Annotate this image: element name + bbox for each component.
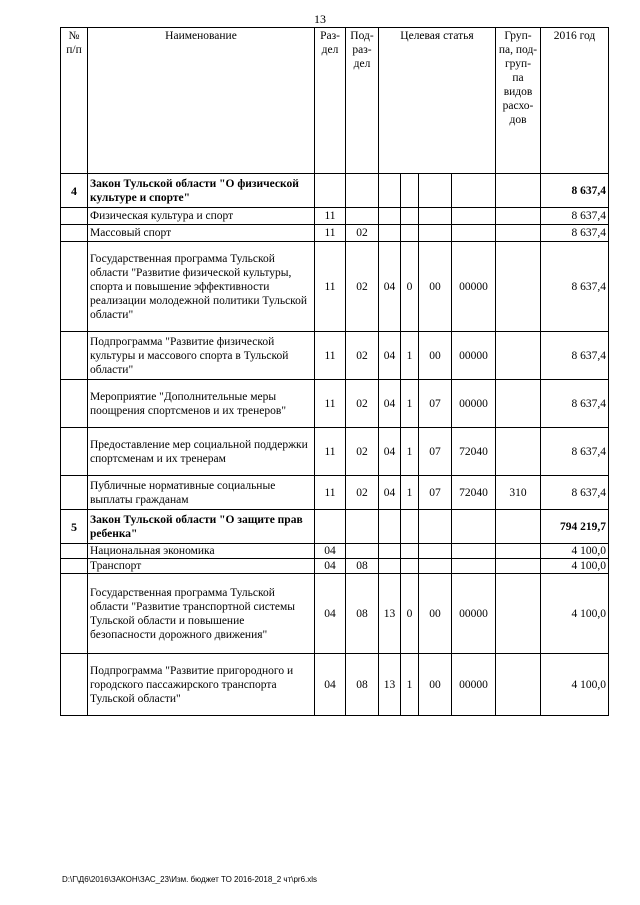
row-amount: 4 100,0 [541,544,609,559]
row-target-event [419,208,452,225]
table-body [61,174,609,716]
row-expense-group [496,428,541,476]
row-amount: 4 100,0 [541,559,609,574]
row-target-direction [452,225,496,242]
table-row [61,544,609,559]
row-target-program [379,208,401,225]
row-target-event [419,225,452,242]
row-target-subprogram: 1 [401,332,419,380]
row-target-subprogram [401,510,419,544]
row-subsection: 02 [346,380,379,428]
row-target-direction: 00000 [452,242,496,332]
row-target-direction [452,559,496,574]
row-target-event: 00 [419,654,452,716]
row-expense-group [496,208,541,225]
row-subsection: 02 [346,225,379,242]
row-target-direction: 00000 [452,574,496,654]
row-target-event [419,174,452,208]
row-target-program: 04 [379,332,401,380]
row-number [61,225,88,242]
row-target-direction [452,174,496,208]
row-target-subprogram: 1 [401,428,419,476]
row-target-direction: 00000 [452,332,496,380]
row-expense-group [496,544,541,559]
row-expense-group: 310 [496,476,541,510]
row-target-subprogram: 1 [401,654,419,716]
budget-table [60,27,609,716]
table-row [61,380,609,428]
header-target: Целевая статья [379,28,496,174]
row-amount: 8 637,4 [541,242,609,332]
header-subsection: Под- раз- дел [346,28,379,174]
row-expense-group [496,332,541,380]
row-subsection [346,174,379,208]
row-target-program [379,225,401,242]
row-subsection: 08 [346,559,379,574]
header-name: Наименование [88,28,315,174]
row-expense-group [496,225,541,242]
row-section: 04 [315,559,346,574]
row-target-subprogram: 1 [401,380,419,428]
row-name: Государственная программа Тульской области "Развитие транспортной системы Тульской области и повышение безопасности дорожного движения" [88,574,315,654]
row-name: Закон Тульской области "О защите прав ребенка" [88,510,315,544]
page-number: 13 [314,12,326,26]
row-section: 04 [315,544,346,559]
row-target-direction: 00000 [452,654,496,716]
row-expense-group [496,380,541,428]
row-target-event: 07 [419,476,452,510]
row-section: 11 [315,332,346,380]
row-target-subprogram [401,225,419,242]
row-expense-group [496,174,541,208]
row-name: Закон Тульской области "О физической культуре и спорте" [88,174,315,208]
row-amount: 8 637,4 [541,174,609,208]
row-name: Массовый спорт [88,225,315,242]
row-amount: 8 637,4 [541,428,609,476]
row-expense-group [496,654,541,716]
row-number [61,428,88,476]
row-target-direction [452,544,496,559]
row-number: 4 [61,174,88,208]
row-section: 11 [315,208,346,225]
row-target-direction [452,510,496,544]
row-section [315,174,346,208]
header-num: № п/п [61,28,88,174]
row-target-subprogram: 0 [401,242,419,332]
row-amount: 8 637,4 [541,208,609,225]
row-number [61,544,88,559]
row-subsection [346,208,379,225]
row-amount: 8 637,4 [541,380,609,428]
table-row [61,332,609,380]
table-row [61,225,609,242]
row-target-event: 00 [419,242,452,332]
header-section: Раз- дел [315,28,346,174]
row-target-event: 00 [419,574,452,654]
row-number [61,559,88,574]
row-target-subprogram [401,544,419,559]
table-row [61,242,609,332]
row-number [61,574,88,654]
row-target-subprogram: 1 [401,476,419,510]
row-target-event: 00 [419,332,452,380]
row-subsection [346,510,379,544]
row-section: 04 [315,574,346,654]
row-amount: 794 219,7 [541,510,609,544]
row-subsection: 08 [346,654,379,716]
row-target-program: 04 [379,242,401,332]
row-target-event: 07 [419,380,452,428]
row-target-event [419,559,452,574]
row-number [61,654,88,716]
row-name: Подпрограмма "Развитие физической культуры и массового спорта в Тульской области" [88,332,315,380]
row-amount: 8 637,4 [541,476,609,510]
table-row [61,654,609,716]
row-target-program: 04 [379,380,401,428]
row-section: 11 [315,380,346,428]
row-target-subprogram [401,208,419,225]
row-name: Публичные нормативные социальные выплаты гражданам [88,476,315,510]
row-target-direction: 72040 [452,428,496,476]
header-amount: 2016 год [541,28,609,174]
header-group: Груп- па, под- груп- па видов расхо- дов [496,28,541,174]
row-target-program: 04 [379,428,401,476]
row-name: Физическая культура и спорт [88,208,315,225]
law-row [61,174,609,208]
row-target-program [379,559,401,574]
row-subsection [346,544,379,559]
row-subsection: 02 [346,242,379,332]
table-row [61,559,609,574]
row-number [61,208,88,225]
row-target-program: 13 [379,654,401,716]
row-name: Транспорт [88,559,315,574]
row-expense-group [496,510,541,544]
row-number [61,380,88,428]
row-name: Подпрограмма "Развитие пригородного и городского пассажирского транспорта Тульской области" [88,654,315,716]
row-name: Мероприятие "Дополнительные меры поощрения спортсменов и их тренеров" [88,380,315,428]
law-row [61,510,609,544]
row-expense-group [496,574,541,654]
row-amount: 4 100,0 [541,574,609,654]
row-subsection: 02 [346,476,379,510]
row-section [315,510,346,544]
row-number [61,242,88,332]
row-target-event [419,510,452,544]
table-row [61,476,609,510]
row-section: 11 [315,242,346,332]
row-name: Государственная программа Тульской области "Развитие физической культуры, спорта и повышение эффективности реализации молодежной политики Тульской области" [88,242,315,332]
row-target-direction: 72040 [452,476,496,510]
row-section: 11 [315,476,346,510]
header-row [61,28,609,174]
table-row [61,428,609,476]
row-number [61,332,88,380]
row-number: 5 [61,510,88,544]
row-target-program: 04 [379,476,401,510]
row-target-event: 07 [419,428,452,476]
row-target-program: 13 [379,574,401,654]
row-expense-group [496,242,541,332]
row-amount: 8 637,4 [541,225,609,242]
row-section: 11 [315,225,346,242]
row-amount: 8 637,4 [541,332,609,380]
row-section: 04 [315,654,346,716]
row-target-subprogram [401,174,419,208]
row-target-direction [452,208,496,225]
table-row [61,574,609,654]
row-target-subprogram: 0 [401,574,419,654]
row-target-program [379,510,401,544]
row-target-direction: 00000 [452,380,496,428]
table-row [61,208,609,225]
row-target-subprogram [401,559,419,574]
row-name: Предоставление мер социальной поддержки спортсменам и их тренерам [88,428,315,476]
row-number [61,476,88,510]
row-subsection: 02 [346,428,379,476]
row-amount: 4 100,0 [541,654,609,716]
row-expense-group [496,559,541,574]
row-target-program [379,174,401,208]
row-target-event [419,544,452,559]
row-target-program [379,544,401,559]
row-name: Национальная экономика [88,544,315,559]
file-path-footer: D:\Г\Д6\2016\ЗАКОН\ЗАС_23\Изм. бюджет ТО 2016-2018_2 чт\pr6.xls [62,875,318,884]
row-subsection: 02 [346,332,379,380]
row-section: 11 [315,428,346,476]
row-subsection: 08 [346,574,379,654]
